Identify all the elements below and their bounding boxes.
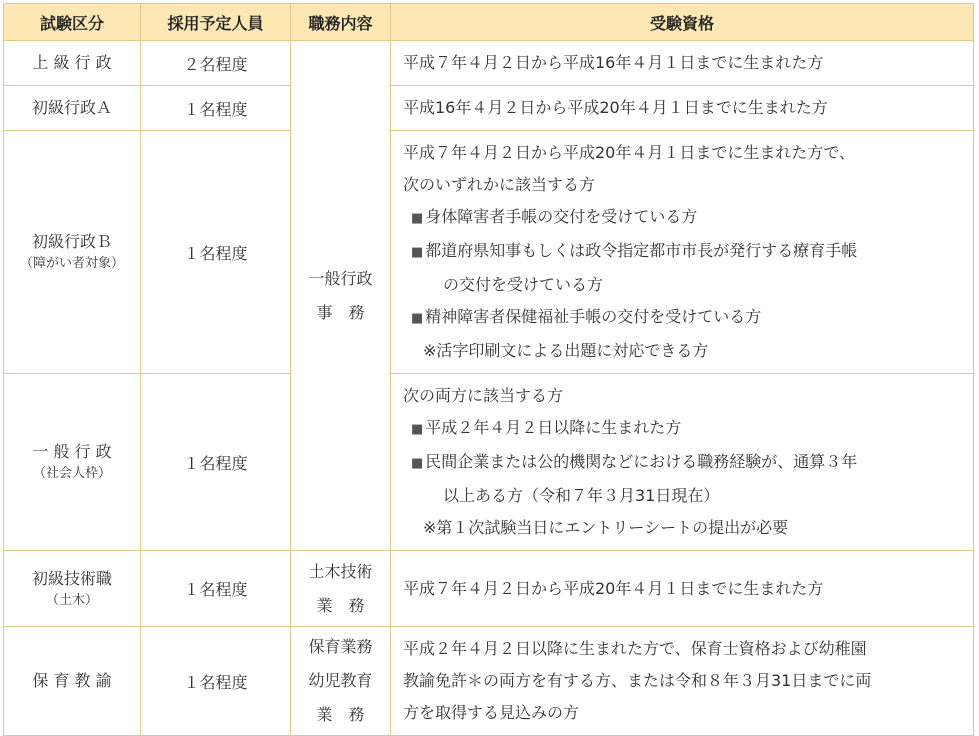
count-cell: １名程度 <box>141 86 291 131</box>
category-label: 初級技術職 <box>31 568 112 588</box>
square-bullet-icon: ■ <box>411 422 424 437</box>
bullet-text: 平成２年４月２日以降に生まれた方 <box>425 418 682 437</box>
square-bullet-icon: ■ <box>411 211 424 226</box>
duty-cell <box>291 627 391 736</box>
header-category: 試験区分 <box>4 4 141 41</box>
recruitment-table <box>3 3 974 736</box>
bullet-continuation: 以上ある方（令和７年３月31日現在） <box>443 486 720 505</box>
qualification-text: 次のいずれかに該当する方 <box>403 175 596 194</box>
category-label: 上 級 行 政 <box>32 53 112 72</box>
square-bullet-icon: ■ <box>411 456 424 471</box>
table-row <box>4 374 974 551</box>
bullet-text: 身体障害者手帳の交付を受けている方 <box>425 207 698 226</box>
category-label: 初級行政Ａ <box>31 98 112 117</box>
header-row <box>4 4 974 41</box>
bullet-continuation: の交付を受けている方 <box>443 275 604 294</box>
qualification-text: 平成２年４月２日以降に生まれた方で、保育士資格および幼稚園 <box>403 639 867 658</box>
qualification-cell <box>391 551 974 627</box>
duty-line: 土木技術 <box>308 561 373 581</box>
qualification-text: 次の両方に該当する方 <box>403 386 564 405</box>
table-row <box>4 551 974 627</box>
duty-line: 業 務 <box>316 705 365 724</box>
category-cell <box>4 551 141 627</box>
bullet-text: 都道府県知事もしくは政令指定都市市長が発行する療育手帳 <box>425 241 858 260</box>
qualification-cell <box>391 131 974 374</box>
qualification-text: 教諭免許＊の両方を有する方、または令和８年３月31日までに両 <box>403 671 872 690</box>
category-cell <box>4 374 141 551</box>
category-cell <box>4 627 141 736</box>
category-label: 初級行政Ｂ <box>31 232 112 251</box>
qualification-bullet <box>403 412 961 446</box>
duty-line: 業 務 <box>316 595 365 615</box>
qualification-text: 平成16年４月２日から平成20年４月１日までに生まれた方 <box>403 98 828 117</box>
qualification-bullet <box>403 446 961 480</box>
category-cell <box>4 86 141 131</box>
bullet-text: 民間企業または公的機関などにおける職務経験が、通算３年 <box>425 452 858 471</box>
table-row <box>4 131 974 374</box>
qualification-bullet <box>403 235 961 269</box>
category-cell <box>4 131 141 374</box>
count-cell: １名程度 <box>141 551 291 627</box>
header-count: 採用予定人員 <box>141 4 291 41</box>
qualification-text: 方を取得する見込みの方 <box>403 703 580 722</box>
qualification-cell <box>391 41 974 86</box>
category-cell <box>4 41 141 86</box>
qualification-bullet <box>403 201 961 235</box>
duty-line: 一般行政 <box>308 268 373 288</box>
duty-line: 事 務 <box>316 302 365 322</box>
count-cell: １名程度 <box>141 627 291 736</box>
category-label: 保 育 教 諭 <box>32 671 112 690</box>
header-duties: 職務内容 <box>291 4 391 41</box>
category-sub-label: （社会人枠） <box>32 466 111 481</box>
duty-line: 保育業務 <box>308 637 373 656</box>
square-bullet-icon: ■ <box>411 311 424 326</box>
category-sub-label: （障がい者対象） <box>19 256 124 271</box>
qualification-cell <box>391 86 974 131</box>
qualification-cell <box>391 627 974 736</box>
qualification-text: 平成７年４月２日から平成20年４月１日までに生まれた方 <box>403 578 824 598</box>
count-cell: １名程度 <box>141 374 291 551</box>
qualification-note: ※活字印刷文による出題に対応できる方 <box>423 341 709 360</box>
qualification-cell <box>391 374 974 551</box>
qualification-text: 平成７年４月２日から平成16年４月１日までに生まれた方 <box>403 53 824 72</box>
qualification-note: ※第１次試験当日にエントリーシートの提出が必要 <box>423 518 789 537</box>
header-qualification: 受験資格 <box>391 4 974 41</box>
duty-cell-shared <box>291 41 391 551</box>
category-label: 一 般 行 政 <box>32 442 112 461</box>
count-cell: １名程度 <box>141 131 291 374</box>
qualification-bullet <box>403 301 961 335</box>
table-row <box>4 41 974 86</box>
qualification-text: 平成７年４月２日から平成20年４月１日までに生まれた方で、 <box>403 143 856 162</box>
category-sub-label: （土木） <box>45 592 98 608</box>
count-cell: ２名程度 <box>141 41 291 86</box>
duty-cell <box>291 551 391 627</box>
square-bullet-icon: ■ <box>411 245 424 260</box>
table-row <box>4 627 974 736</box>
bullet-text: 精神障害者保健福祉手帳の交付を受けている方 <box>425 307 762 326</box>
duty-line: 幼児教育 <box>308 671 373 690</box>
table-row <box>4 86 974 131</box>
